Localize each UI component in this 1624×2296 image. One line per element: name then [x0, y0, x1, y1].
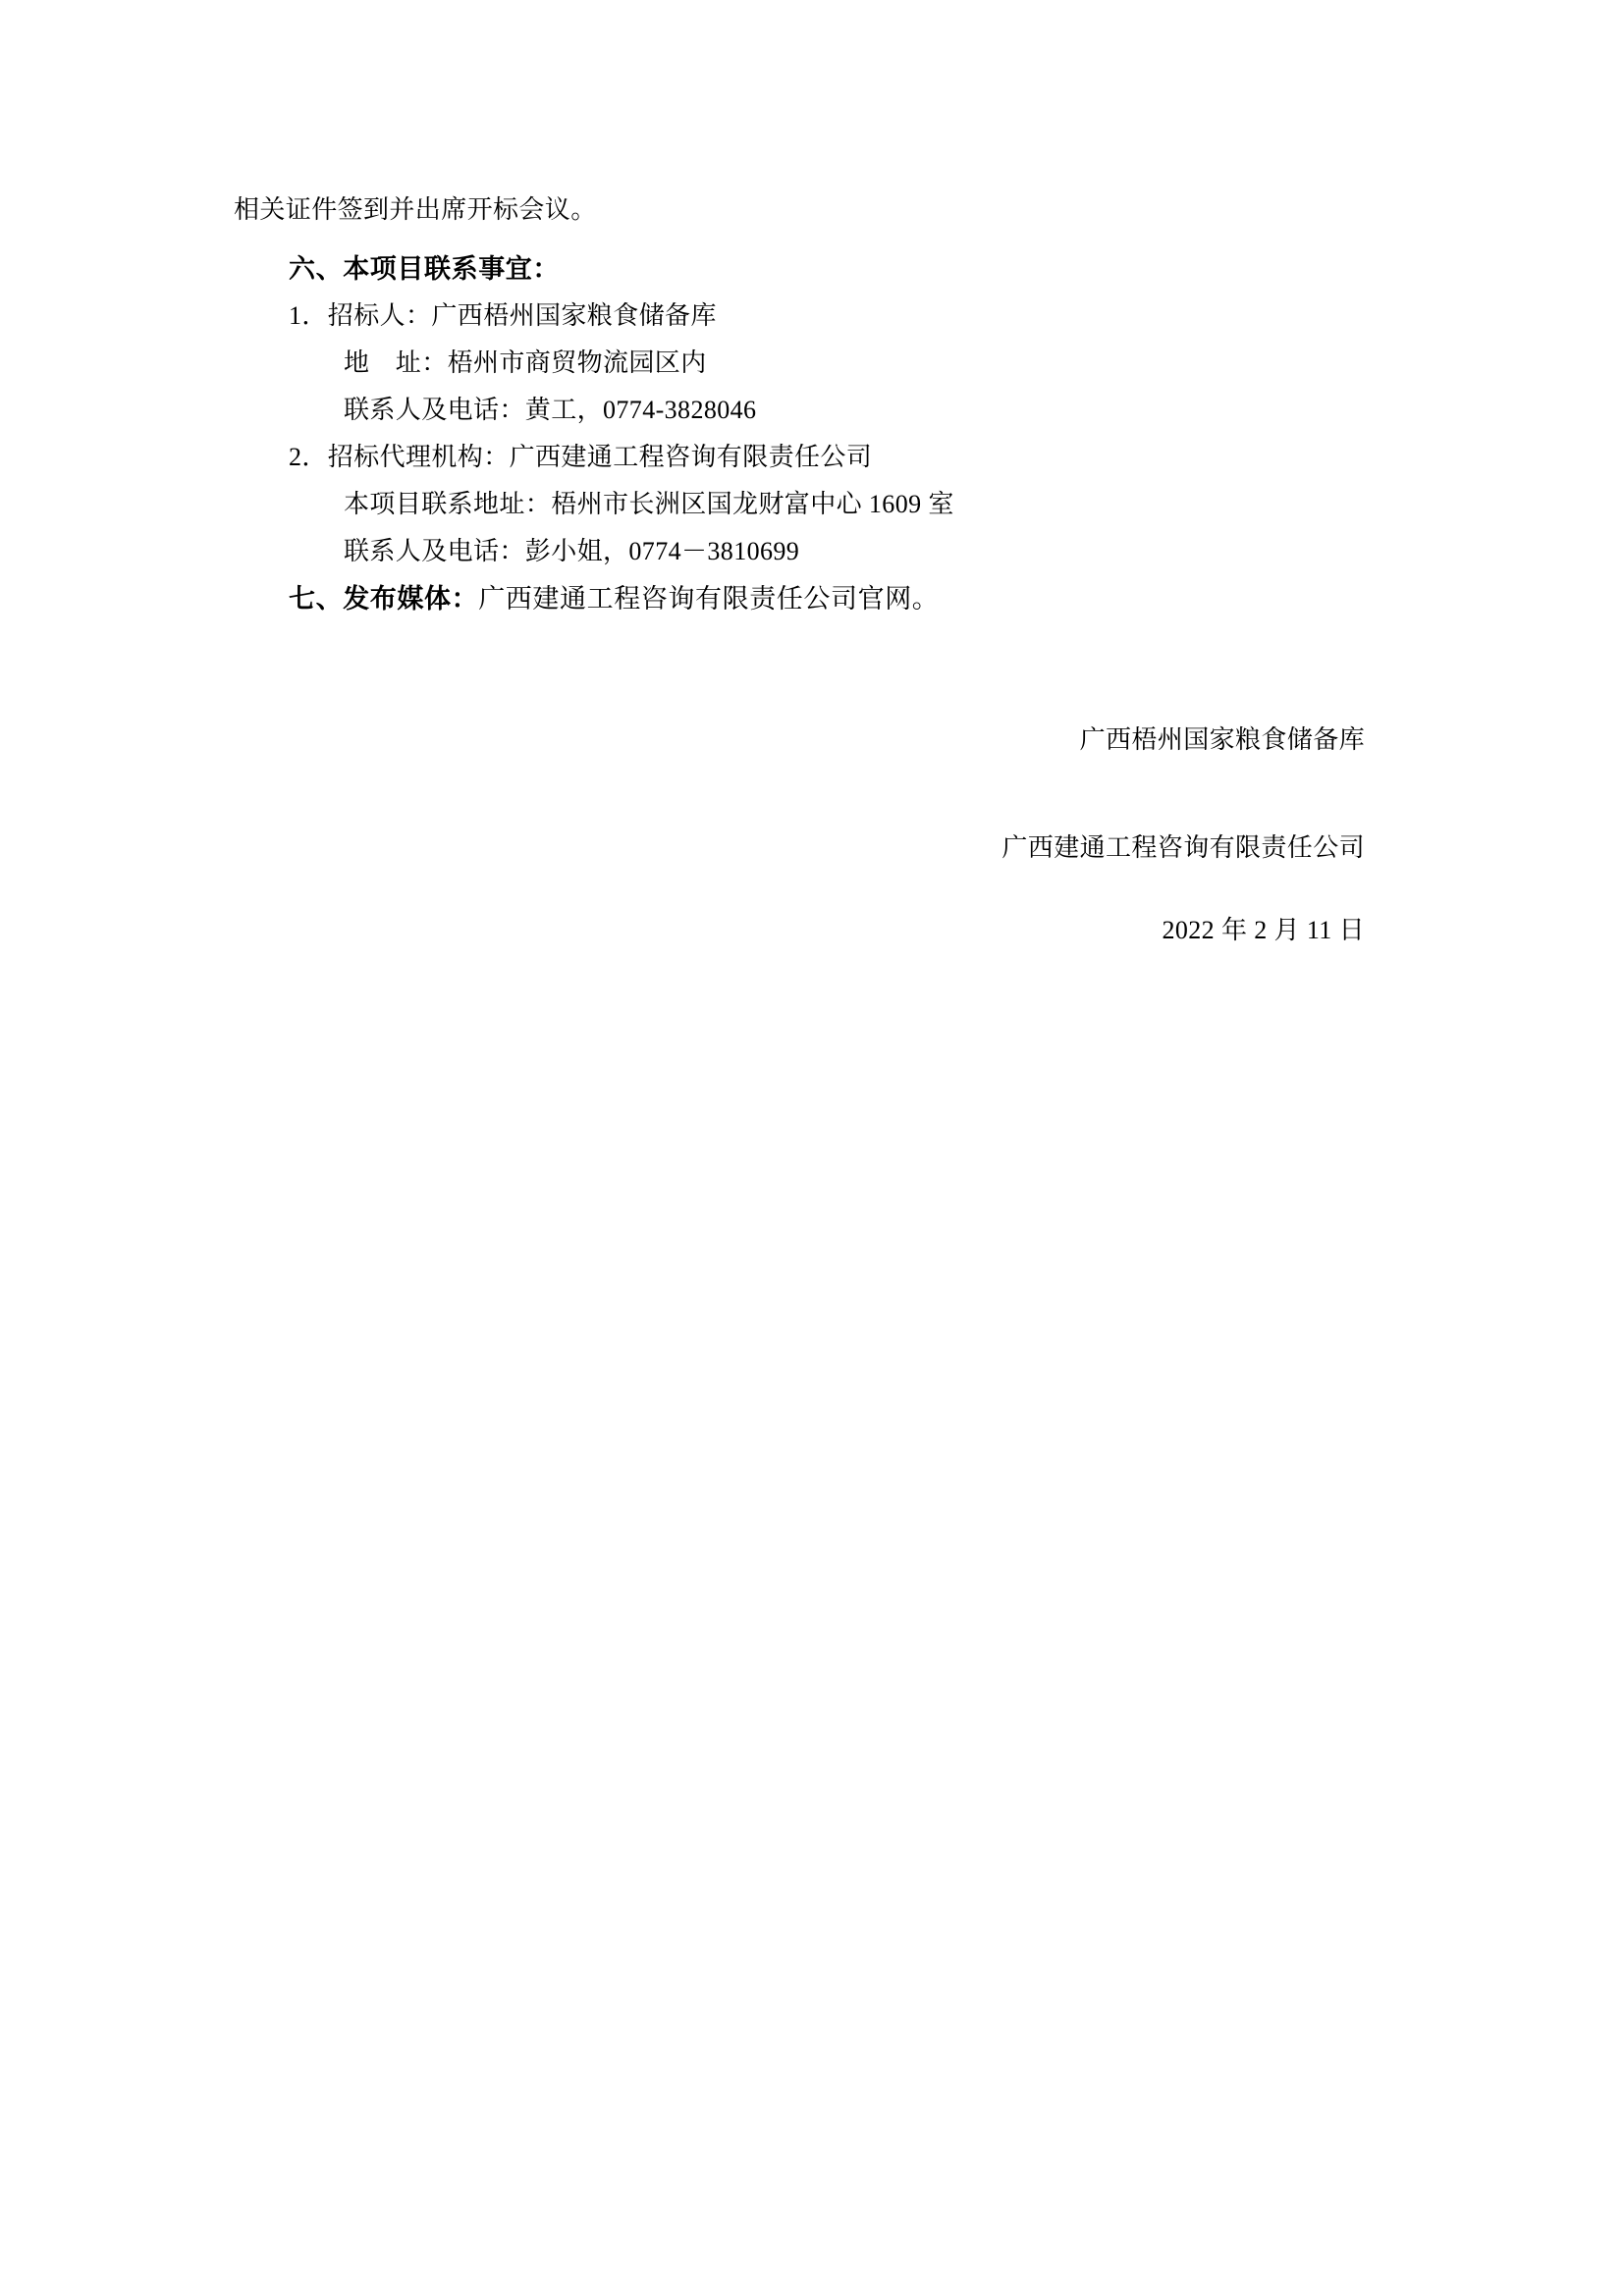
contact-item-2-phone: 联系人及电话：彭小姐，0774－3810699: [344, 537, 800, 565]
section-seven-heading: [289, 575, 1402, 622]
signature-agency: 广西建通工程咨询有限责任公司: [1001, 833, 1365, 862]
contact-item-2-address: 本项目联系地址：梧州市长洲区国龙财富中心 1609 室: [344, 490, 954, 518]
signature-tenderer: 广西梧州国家粮食储备库: [1079, 725, 1365, 754]
contact-item-1-address: 地 址：梧州市商贸物流园区内: [344, 348, 707, 377]
contact-item-1-phone: 联系人及电话：黄工，0774-3828046: [344, 396, 757, 424]
document-body: [234, 187, 1402, 954]
signature-date: 2022 年 2 月 11 日: [1162, 916, 1365, 944]
section-six-heading: 六、本项目联系事宜：: [289, 254, 560, 284]
contact-item-2-line-1: 2．招标代理机构：广西建通工程咨询有限责任公司: [289, 443, 873, 471]
contact-item-1-line-1: 1．招标人：广西梧州国家粮食储备库: [289, 301, 717, 330]
spacer-after-sections: [234, 622, 1402, 717]
continued-paragraph: 相关证件签到并出席开标会议。: [234, 195, 597, 224]
section-seven-heading-value: 广西建通工程咨询有限责任公司官网。: [478, 584, 940, 614]
section-seven-heading-label: 七、发布媒体：: [289, 584, 479, 614]
spacer-between-signatures: [234, 764, 1402, 825]
spacer-before-date: [234, 872, 1402, 907]
